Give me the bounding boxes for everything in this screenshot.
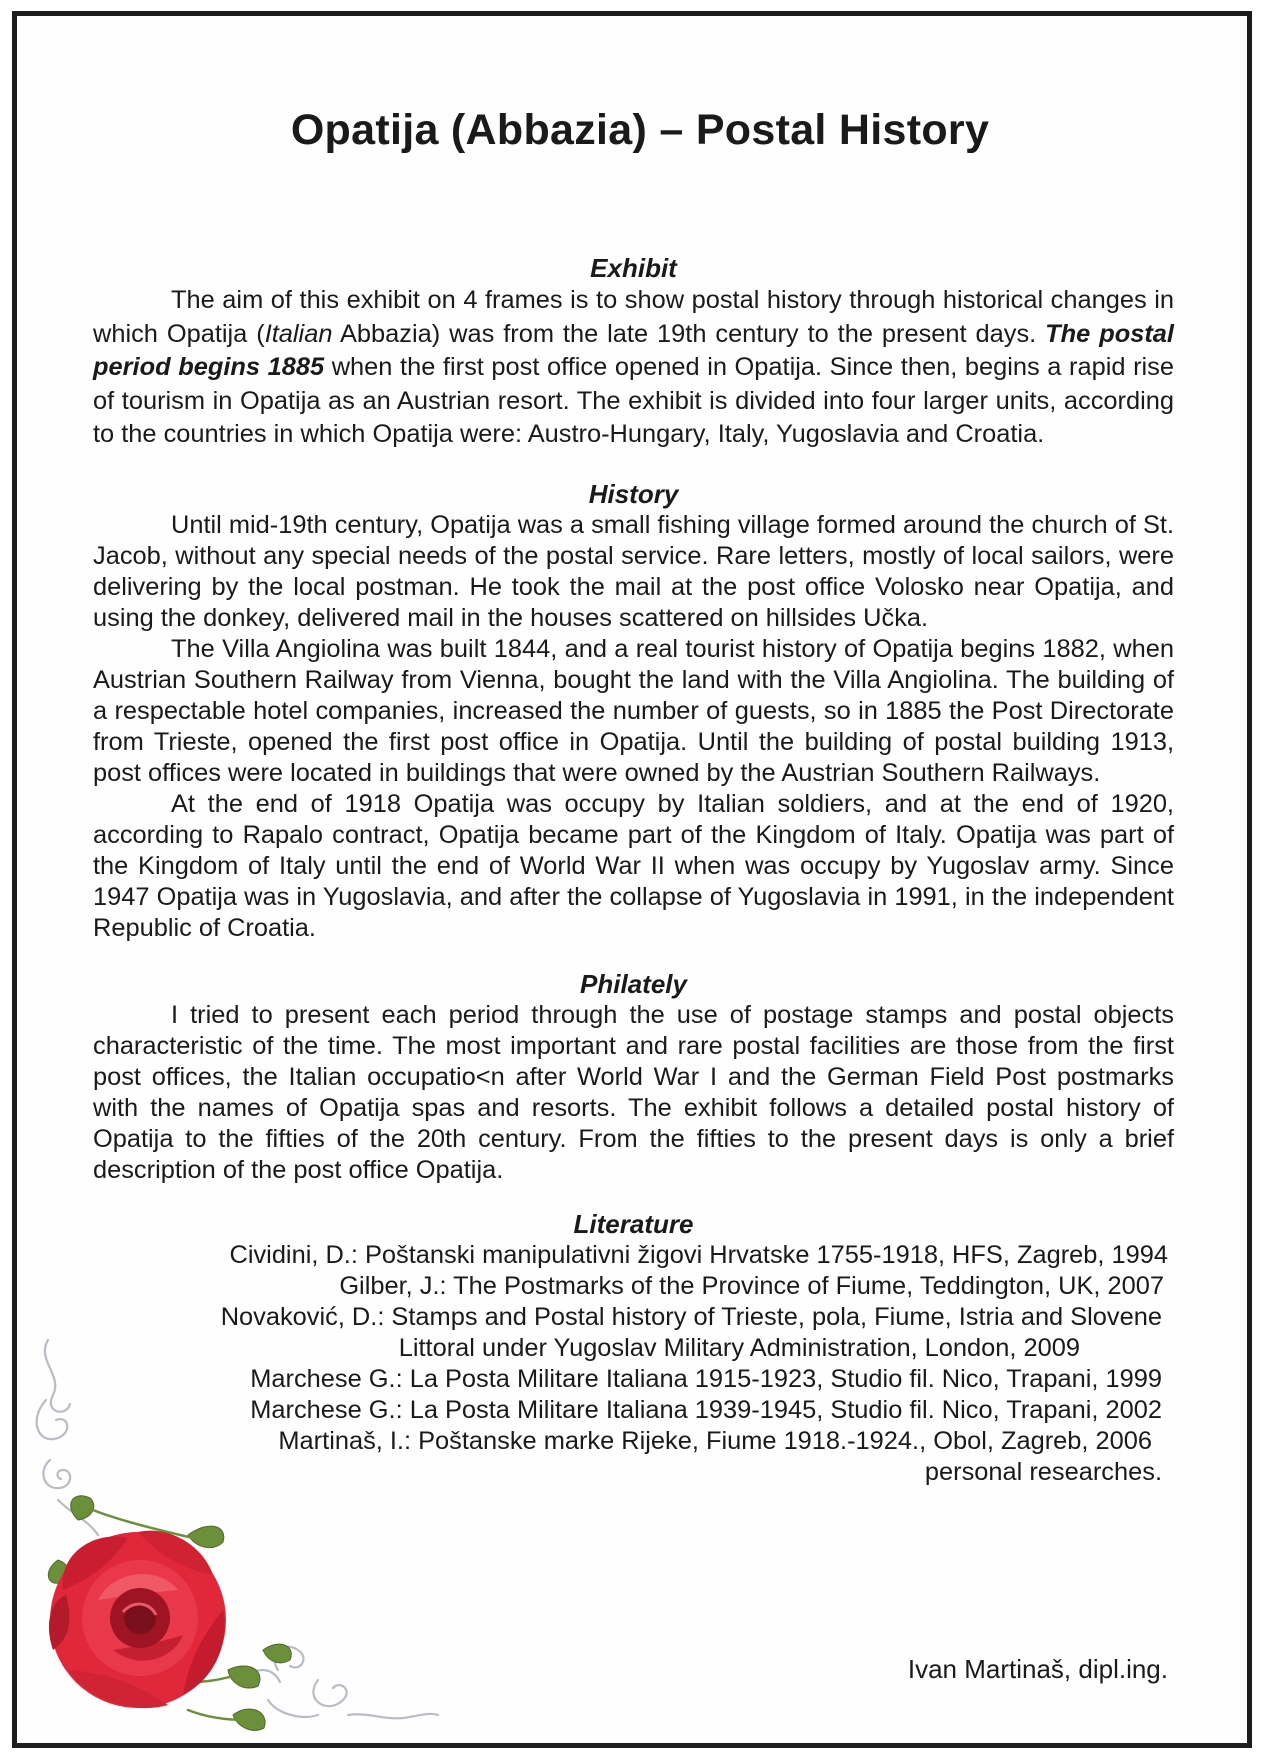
- exhibit-heading: Exhibit: [590, 253, 677, 283]
- literature-line: Cividini, D.: Poštanski manipulativni žigovi Hrvatske 1755-1918, HFS, Zagreb, 1994: [229, 1240, 1168, 1269]
- literature-item: [93, 1240, 1174, 1271]
- literature-line-continued: personal researches.: [924, 1457, 1162, 1486]
- literature-line: Marchese G.: La Posta Militare Italiana 1915-1923, Studio fil. Nico, Trapani, 1999: [250, 1364, 1162, 1393]
- page-title: Opatija (Abbazia) – Postal History: [290, 106, 990, 154]
- history-paragraph: The Villa Angiolina was built 1844, and a real tourist history of Opatija begins 1882, when Austrian Southern Railway from Vienna, bought the land with the Villa Angiolina. The building of a respectable hotel companies, increased the number of guests, so in 1885 the Post Directorate from Trieste, opened the first post office in Opatija. Until the building of postal building 1913, post offices were located in buildings that were owned by the Austrian Southern Railways.: [93, 634, 1174, 787]
- literature-line: Martinaš, I.: Poštanske marke Rijeke, Fiume 1918.-1924., Obol, Zagreb, 2006: [278, 1426, 1152, 1455]
- literature-line: Marchese G.: La Posta Militare Italiana 1939-1945, Studio fil. Nico, Trapani, 2002: [250, 1395, 1162, 1424]
- author-signature: Ivan Martinaš, dipl.ing.: [907, 1654, 1168, 1684]
- exhibit-emphasis-text: The postal period begins 1885: [93, 319, 1174, 381]
- philately-paragraph: I tried to present each period through the use of postage stamps and postal objects characteristic of the time. The most important and rare postal facilities are those from the first post offices, the Italian occupatio<n after World War I and the German Field Post postmarks with the names of Opatija spas and resorts. The exhibit follows a detailed postal history of Opatija to the fifties of the 20th century. From the fifties to the present days is only a brief description of the post office Opatija.: [93, 1000, 1174, 1184]
- philately-heading: Philately: [580, 968, 687, 999]
- exhibit-italic-text: Italian: [264, 319, 333, 348]
- literature-item: [93, 1271, 1174, 1302]
- exhibit-text-part: when the first post office opened in Opatija. Since then, begins a rapid rise of tourism in Opatija as an Austrian resort. The exhibit is divided into four larger units, according to the countries in which Opatija were: Austro-Hungary, Italy, Yugoslavia and Croatia.: [93, 353, 1174, 448]
- literature-line: Gilber, J.: The Postmarks of the Province of Fiume, Teddington, UK, 2007: [339, 1271, 1164, 1300]
- flower-icon: [49, 1531, 226, 1708]
- history-paragraph: At the end of 1918 Opatija was occupy by Italian soldiers, and at the end of 1920, according to Rapalo contract, Opatija became part of the Kingdom of Italy. Opatija was part of the Kingdom of Italy until the end of World War II when was occupy by Yugoslav army. Since 1947 Opatija was in Yugoslavia, and after the collapse of Yugoslavia in 1991, in the independent Republic of Croatia.: [93, 789, 1174, 942]
- history-heading: History: [588, 478, 679, 509]
- flower-decoration-icon: [18, 1320, 458, 1745]
- literature-line-continued: Littoral under Yugoslav Military Administration, London, 2009: [398, 1333, 1080, 1362]
- document-body: [93, 252, 1174, 1488]
- literature-heading: Literature: [573, 1208, 694, 1239]
- exhibit-paragraph: [93, 284, 1174, 452]
- exhibit-text-part: The aim of this exhibit on 4 frames is to show postal history through historical changes in which Opatija (: [93, 286, 1174, 348]
- history-paragraph: Until mid-19th century, Opatija was a small fishing village formed around the church of St. Jacob, without any special needs of the postal service. Rare letters, mostly of local sailors, were delivering by the local postman. He took the mail at the post office Volosko near Opatija, and using the donkey, delivered mail in the houses scattered on hillsides Učka.: [93, 510, 1174, 632]
- literature-line: Novaković, D.: Stamps and Postal history of Trieste, pola, Fiume, Istria and Slovene: [220, 1302, 1162, 1331]
- exhibit-text-part: Abbazia) was from the late 19th century to the present days.: [332, 319, 1046, 348]
